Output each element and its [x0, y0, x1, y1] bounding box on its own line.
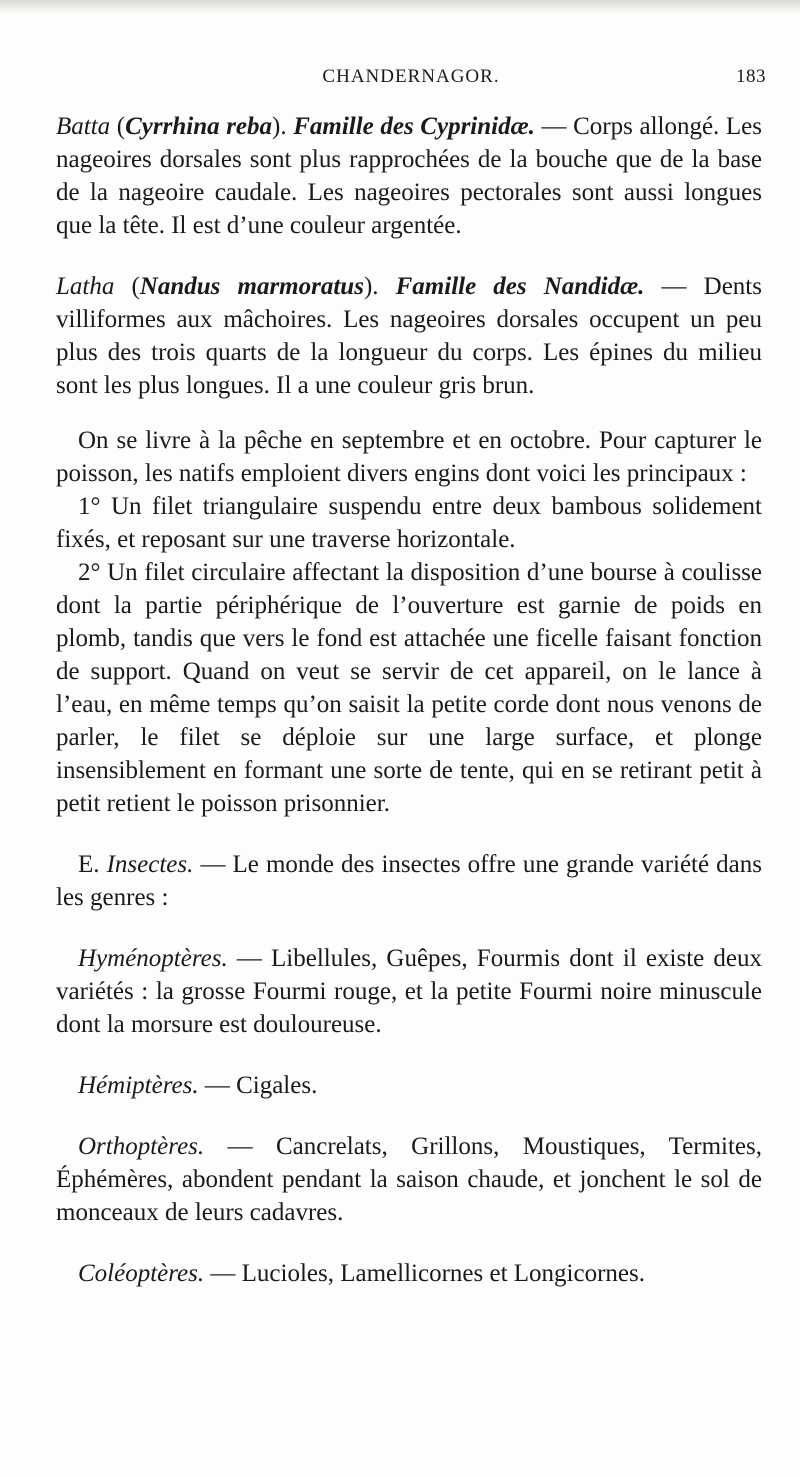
body-text: [56, 110, 762, 1290]
spacer: [56, 820, 762, 848]
spacer: [56, 914, 762, 942]
section-heading: Insectes.: [106, 851, 194, 878]
description: — Dents villiformes aux mâchoires. Les nageoires dorsales occupent un peu plus des trois quarts de la longueur du corps. Les épines du milieu sont les plus longues. Il a une couleur gris brun.: [56, 273, 762, 399]
description: — Libellules, Guêpes, Fourmis dont il existe deux variétés : la grosse Fourmi rouge, et la petite Fourmi noire minuscule dont la morsure est douloureuse.: [56, 945, 762, 1038]
species-name: Cyrrhina reba: [125, 113, 273, 140]
list-item-triangular-net: 1° Un filet triangulaire suspendu entre deux bambous solidement fixés, et reposant sur une traverse horizontale.: [56, 493, 762, 553]
order-heading: Hyménoptères.: [78, 945, 228, 972]
order-heading: Hémiptères.: [78, 1072, 199, 1099]
paragraph-coleopteres: [56, 1257, 762, 1290]
paragraph-latha: [56, 270, 762, 402]
spacer: [56, 1229, 762, 1257]
spacer: [56, 242, 762, 270]
paragraph-orthopteres: [56, 1130, 762, 1229]
order-heading: Orthoptères.: [78, 1133, 205, 1160]
page-number: 183: [736, 66, 766, 87]
list-item-circular-net: 2° Un filet circulaire affectant la disposition d’une bourse à coulisse dont la partie périphérique de l’ouverture est garnie de poids en plomb, tandis que vers le fond est attachée une ficelle faisant fonction de support. Quand on veut se servir de cet appareil, on le lance à l’eau, en même temps qu’on saisit la petite corde dont nous venons de parler, le filet se déploie sur une large surface, et plonge insensiblement en formant une sorte de tente, qui en se retirant petit à petit retient le poisson prisonnier.: [56, 559, 762, 817]
section-letter: E.: [78, 851, 107, 878]
running-head: [56, 66, 766, 100]
paren-close: ).: [363, 273, 396, 300]
paragraph-fishing: On se livre à la pêche en septembre et en octobre. Pour capturer le poisson, les natifs emploient divers engins dont voici les principaux :: [56, 427, 762, 487]
family-name: Famille des Nandidæ.: [395, 273, 645, 300]
species-name: Nandus marmoratus: [139, 273, 364, 300]
scan-edge-shadow: [0, 0, 800, 14]
fish-name: Latha: [56, 273, 115, 300]
order-heading: Coléoptères.: [78, 1260, 205, 1287]
paren-open: (: [114, 273, 140, 300]
paren-close: ).: [272, 113, 294, 140]
description: — Cigales.: [198, 1072, 318, 1099]
paragraph-insects: [56, 848, 762, 914]
description: — Corps allongé. Les nageoires dorsales sont plus rapprochées de la bouche que de la base de la nageoire caudale. Les nageoires pectorales sont aussi longues que la tête. Il est d’une couleur argentée.: [56, 113, 763, 239]
paragraph-batta: [56, 110, 762, 242]
spacer: [56, 1102, 762, 1130]
paragraph-hemipteres: [56, 1069, 762, 1102]
spacer: [56, 402, 762, 424]
paren-open: (: [110, 113, 126, 140]
description: — Cancrelats, Grillons, Moustiques, Termites, Éphémères, abondent pendant la saison chaude, et jonchent le sol de monceaux de leurs cadavres.: [56, 1133, 762, 1226]
spacer: [56, 1041, 762, 1069]
fish-name: Batta: [56, 113, 111, 140]
family-name: Famille des Cyprinidæ.: [293, 113, 535, 140]
description: — Le monde des insectes offre une grande variété dans les genres :: [56, 851, 762, 911]
running-title: CHANDERNAGOR.: [322, 66, 500, 87]
description: — Lucioles, Lamellicornes et Longicornes.: [204, 1260, 645, 1287]
paragraph-hymenopteres: [56, 942, 762, 1041]
